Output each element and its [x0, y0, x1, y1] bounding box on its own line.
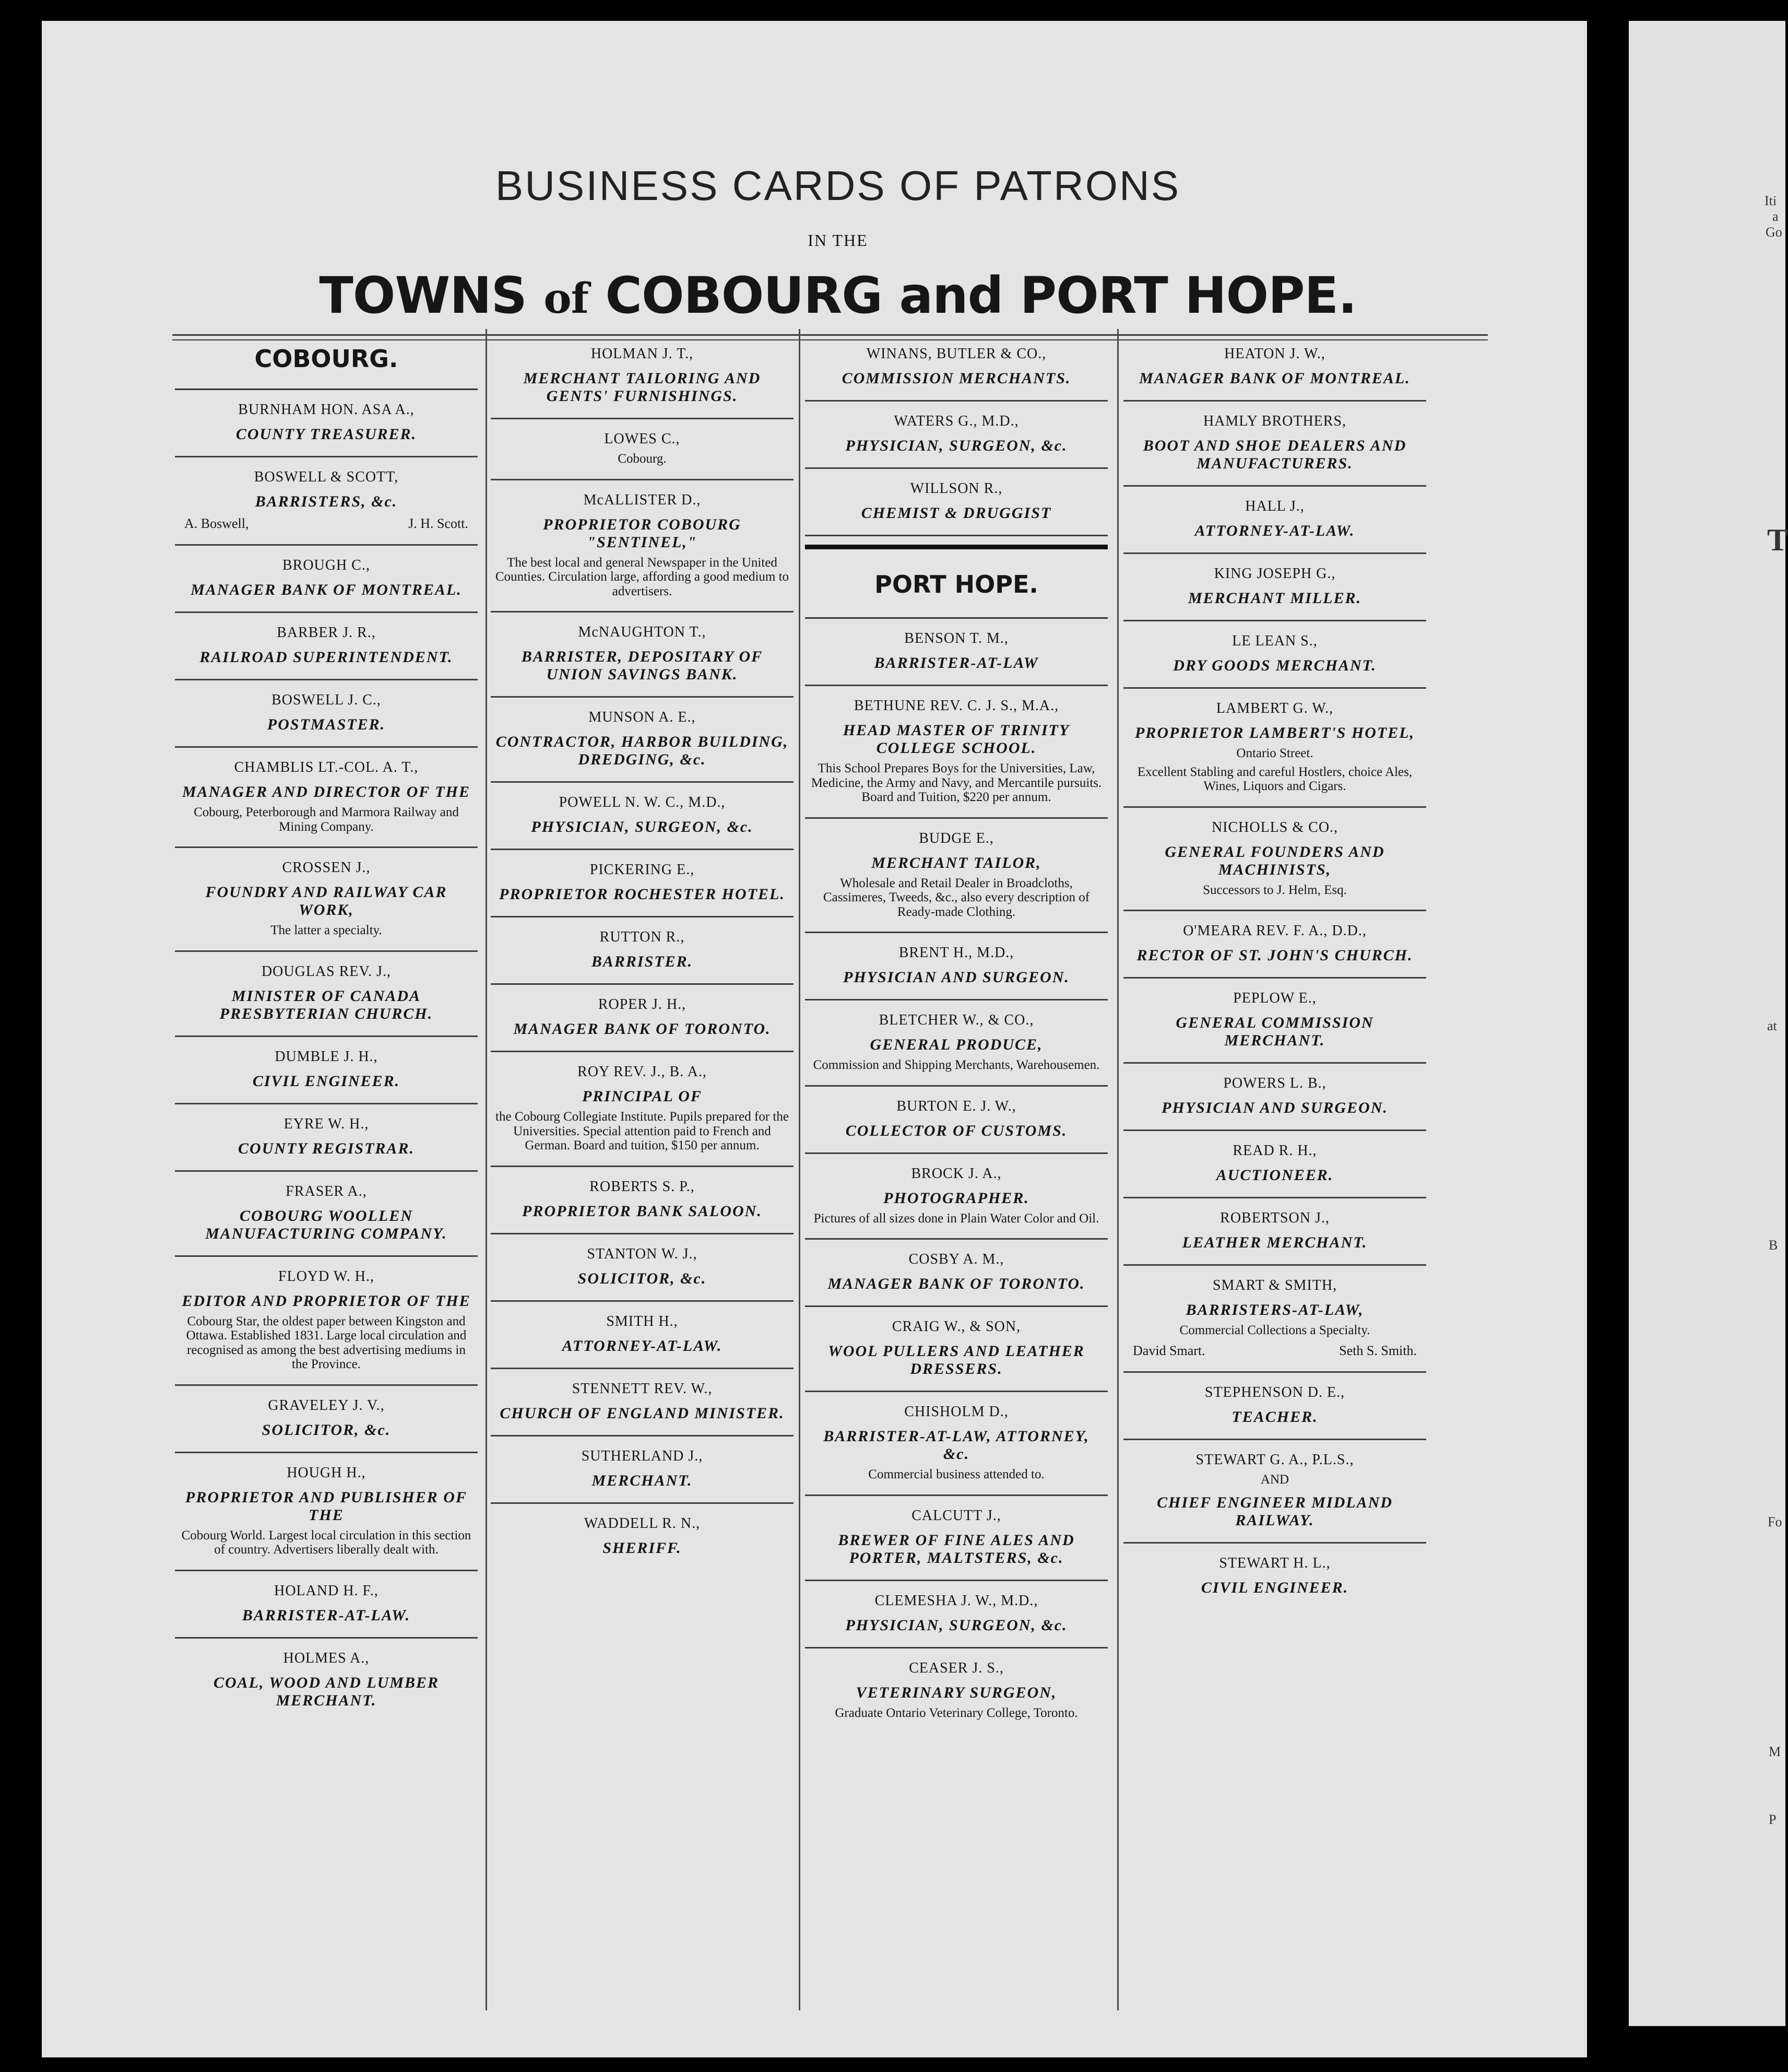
business-name: GRAVELEY J. V., [268, 1397, 385, 1414]
business-card [491, 1437, 794, 1504]
business-name: SMART & SMITH, [1212, 1277, 1337, 1293]
business-role: PROPRIETOR LAMBERT'S HOTEL, [1134, 724, 1415, 741]
business-card [175, 748, 478, 848]
business-role: PROPRIETOR COBOURG "SENTINEL," [543, 515, 741, 551]
business-role: BREWER OF FINE ALES AND PORTER, MALTSTERS, &c. [838, 1531, 1075, 1567]
business-name: COSBY A. M., [908, 1251, 1004, 1267]
bleed-text: M [1769, 1744, 1781, 1759]
business-note: Ontario Street. [1236, 746, 1313, 760]
partner-left: A. Boswell, [184, 516, 249, 531]
business-card [805, 1154, 1108, 1240]
partner-left: David Smart. [1133, 1343, 1205, 1358]
business-name: LAMBERT G. W., [1216, 700, 1334, 716]
business-name: CHAMBLIS LT.-COL. A. T., [234, 759, 419, 775]
business-card [491, 1369, 794, 1437]
business-role: BARRISTERS, &c. [255, 493, 398, 510]
business-role: POSTMASTER. [267, 716, 386, 733]
business-role: AUCTIONEER. [1216, 1167, 1334, 1184]
business-role: MERCHANT. [591, 1471, 693, 1489]
business-card [491, 1302, 794, 1369]
business-role: GENERAL FOUNDERS AND MACHINISTS, [1165, 843, 1385, 878]
business-card [1123, 979, 1426, 1064]
business-name: POWERS L. B., [1223, 1075, 1327, 1091]
business-name: SUTHERLAND J., [581, 1447, 703, 1464]
business-name: STEWART H. L., [1219, 1555, 1331, 1571]
business-role: HEAD MASTER OF TRINITY COLLEGE SCHOOL. [843, 722, 1070, 757]
bleed-text: at [1767, 1018, 1777, 1033]
business-card [805, 1392, 1108, 1496]
business-name: BURTON E. J. W., [896, 1098, 1016, 1114]
business-name: WILLSON R., [910, 480, 1003, 497]
business-card [1123, 1440, 1426, 1544]
business-card [805, 819, 1108, 934]
business-name: McNAUGHTON T., [578, 624, 706, 640]
business-name: HAMLY BROTHERS, [1203, 413, 1347, 429]
business-card [1123, 911, 1426, 979]
business-name: O'MEARA REV. F. A., D.D., [1183, 923, 1367, 939]
business-name: ROY REV. J., B. A., [577, 1064, 707, 1080]
business-card [1123, 487, 1426, 554]
business-name: BURNHAM HON. ASA A., [238, 402, 415, 418]
business-card [175, 390, 478, 457]
business-role: PHYSICIAN, SURGEON, &c. [845, 1616, 1068, 1634]
column-mixed [805, 334, 1108, 1733]
column-cobourg-2 [491, 334, 794, 1570]
business-note: Commission and Shipping Merchants, Warehousemen. [813, 1058, 1100, 1072]
business-card [1123, 1266, 1426, 1373]
business-name: WATERS G., M.D., [894, 413, 1019, 429]
business-name: HOLMAN J. T., [590, 346, 694, 362]
business-name: STANTON W. J., [587, 1245, 697, 1262]
business-role: COUNTY REGISTRAR. [238, 1139, 415, 1157]
bleed-text: P [1769, 1812, 1777, 1827]
business-name: HOLMES A., [283, 1650, 370, 1666]
business-role: PHYSICIAN, SURGEON, &c. [845, 437, 1068, 454]
business-card [805, 686, 1108, 819]
business-card [175, 1172, 478, 1257]
business-name: READ R. H., [1233, 1143, 1317, 1159]
business-role: FOUNDRY AND RAILWAY CAR WORK, [205, 884, 447, 919]
business-card [1123, 808, 1426, 912]
business-card [175, 613, 478, 680]
business-card [1123, 554, 1426, 621]
business-role: COUNTY TREASURER. [235, 426, 417, 443]
business-card [805, 1581, 1108, 1649]
business-card [175, 1037, 478, 1104]
business-note: Pictures of all sizes done in Plain Water Color and Oil. [813, 1211, 1099, 1226]
business-card [805, 469, 1108, 536]
business-role: BOOT AND SHOE DEALERS AND MANUFACTURERS. [1143, 437, 1407, 472]
business-role: SHERIFF. [602, 1539, 682, 1557]
business-role: CHURCH OF ENGLAND MINISTER. [500, 1404, 785, 1422]
business-card [805, 1649, 1108, 1733]
business-role: COAL, WOOD AND LUMBER MERCHANT. [213, 1674, 440, 1709]
business-name: WINANS, BUTLER & CO., [866, 346, 1047, 362]
business-role: PRINCIPAL OF [582, 1088, 702, 1105]
business-card [491, 850, 794, 917]
business-role: BARRISTERS-AT-LAW, [1186, 1301, 1364, 1318]
business-role: GENERAL PRODUCE, [870, 1036, 1043, 1053]
business-role: MANAGER BANK OF MONTREAL. [1139, 370, 1411, 387]
business-name: MUNSON A. E., [588, 709, 696, 725]
business-role: CIVIL ENGINEER. [252, 1072, 400, 1090]
business-role: ATTORNEY-AT-LAW. [1194, 522, 1355, 539]
business-card [491, 419, 794, 480]
business-card [175, 952, 478, 1037]
business-card [491, 480, 794, 613]
business-note: Graduate Ontario Veterinary College, Toronto. [835, 1705, 1078, 1720]
business-role: GENERAL COMMISSION MERCHANT. [1176, 1014, 1374, 1049]
business-name: FRASER A., [286, 1183, 367, 1199]
partner-right: Seth S. Smith. [1339, 1343, 1417, 1358]
partner-names [1128, 1343, 1422, 1359]
business-role: TEACHER. [1232, 1408, 1318, 1426]
business-role: WOOL PULLERS AND LEATHER DRESSERS. [828, 1343, 1085, 1378]
business-card [175, 457, 478, 546]
bleed-text: T [1767, 523, 1788, 557]
business-role: MINISTER OF CANADA PRESBYTERIAN CHURCH. [219, 987, 433, 1022]
towns-of: of [543, 274, 589, 323]
business-name: BOSWELL & SCOTT, [254, 469, 399, 485]
business-role: MANAGER AND DIRECTOR OF THE [182, 783, 470, 800]
business-name: DUMBLE J. H., [275, 1048, 378, 1065]
business-note: AND [1260, 1472, 1289, 1487]
business-role: CONTRACTOR, HARBOR BUILDING, DREDGING, &c. [495, 733, 789, 768]
business-note: Cobourg, Peterborough and Marmora Railway and Mining Company. [194, 805, 459, 834]
business-name: SMITH H., [606, 1313, 678, 1329]
business-name: DOUGLAS REV. J., [261, 963, 392, 980]
business-role: BARRISTER-AT-LAW, ATTORNEY, &c. [823, 1428, 1090, 1463]
business-card [805, 334, 1108, 402]
business-name: POWELL N. W. C., M.D., [559, 794, 726, 810]
business-role: BARRISTER. [591, 953, 693, 970]
business-card [175, 546, 478, 613]
business-card [805, 1307, 1108, 1392]
business-role: MERCHANT TAILORING AND GENTS' FURNISHINGS. [523, 370, 761, 405]
business-note: the Cobourg Collegiate Institute. Pupils prepared for the Universities. Special attention paid to French and German. Board and tuition, $150 per annum. [495, 1110, 789, 1152]
business-name: NICHOLLS & CO., [1211, 819, 1339, 835]
business-role: PROPRIETOR AND PUBLISHER OF THE [185, 1488, 467, 1524]
business-note: Excellent Stabling and careful Hostlers, choice Ales, Wines, Liquors and Cigars. [1137, 764, 1413, 793]
business-role: MERCHANT MILLER. [1188, 590, 1362, 607]
business-card [805, 1000, 1108, 1087]
bleed-text: Fo [1768, 1514, 1782, 1529]
business-name: CRAIG W., & SON, [892, 1318, 1021, 1335]
business-note: Commercial business attended to. [868, 1467, 1045, 1481]
business-card [491, 1234, 794, 1302]
business-role: CHIEF ENGINEER MIDLAND RAILWAY. [1157, 1494, 1393, 1529]
business-role: DRY GOODS MERCHANT. [1173, 657, 1377, 674]
business-card [491, 1167, 794, 1234]
business-name: BOSWELL J. C., [271, 692, 381, 708]
business-card [491, 334, 794, 419]
column-port-hope [1123, 334, 1426, 1609]
business-name: BRENT H., M.D., [898, 945, 1014, 961]
business-role: MERCHANT TAILOR, [871, 854, 1041, 872]
business-card [1123, 1064, 1426, 1131]
business-role: PHOTOGRAPHER. [883, 1189, 1029, 1207]
business-card [175, 1104, 478, 1172]
business-card [805, 933, 1108, 1000]
business-role: COBOURG WOOLLEN MANUFACTURING COMPANY. [205, 1207, 447, 1242]
adjacent-page [1629, 21, 1788, 2026]
business-name: ROPER J. H., [598, 996, 686, 1013]
business-name: BUDGE E., [919, 830, 994, 846]
business-role: MANAGER BANK OF TORONTO. [827, 1275, 1085, 1292]
business-name: ROBERTS S. P., [589, 1178, 695, 1195]
business-name: RUTTON R., [599, 929, 685, 945]
business-role: BARRISTER, DEPOSITARY OF UNION SAVINGS BANK. [521, 648, 763, 683]
business-role: SOLICITOR, &c. [262, 1421, 391, 1439]
towns-prefix: TOWNS [319, 266, 527, 325]
business-role: COLLECTOR OF CUSTOMS. [845, 1122, 1068, 1139]
business-name: CROSSEN J., [282, 860, 371, 876]
business-name: CALCUTT J., [911, 1507, 1001, 1524]
business-card [175, 1386, 478, 1453]
business-note: Cobourg World. Largest local circulation in this section of country. Advertisers liberally dealt with. [181, 1528, 471, 1557]
business-card [805, 1240, 1108, 1307]
business-note: Cobourg Star, the oldest paper between Kingston and Ottawa. Established 1831. Large local circulation and recognised as among the best advertising mediums in the Province. [186, 1314, 467, 1371]
business-card [175, 1639, 478, 1722]
business-role: ATTORNEY-AT-LAW. [562, 1337, 723, 1355]
business-card [1123, 334, 1426, 402]
business-role: BARRISTER-AT-LAW [874, 654, 1039, 672]
business-card [1123, 689, 1426, 808]
business-role: RAILROAD SUPERINTENDENT. [199, 649, 453, 666]
newspaper-page [42, 21, 1587, 2057]
business-card [1123, 402, 1426, 487]
business-card [175, 848, 478, 952]
business-card [1123, 1198, 1426, 1266]
business-role: MANAGER BANK OF TORONTO. [513, 1020, 771, 1038]
business-role: PROPRIETOR ROCHESTER HOTEL. [499, 886, 785, 903]
business-name: WADDELL R. N., [584, 1515, 701, 1532]
business-role: EDITOR AND PROPRIETOR OF THE [182, 1292, 471, 1310]
business-role: PHYSICIAN AND SURGEON. [843, 969, 1070, 986]
business-role: SOLICITOR, &c. [577, 1269, 707, 1287]
business-card [805, 402, 1108, 469]
business-note: Commercial Collections a Specialty. [1179, 1323, 1370, 1337]
business-card [491, 698, 794, 783]
business-name: BLETCHER W., & CO., [879, 1012, 1034, 1028]
business-role: RECTOR OF ST. JOHN'S CHURCH. [1136, 947, 1413, 964]
business-name: KING JOSEPH G., [1214, 566, 1336, 582]
business-card [175, 1453, 478, 1571]
business-name: CEASER J. S., [909, 1659, 1004, 1676]
business-name: BROUGH C., [282, 557, 370, 573]
business-name: STEPHENSON D. E., [1204, 1384, 1345, 1400]
business-role: PROPRIETOR BANK SALOON. [522, 1202, 762, 1220]
towns-rest: COBOURG and PORT HOPE. [605, 266, 1357, 325]
business-name: HEATON J. W., [1224, 346, 1325, 362]
column-divider [799, 329, 800, 2010]
business-name: CLEMESHA J. W., M.D., [874, 1592, 1038, 1609]
business-note: This School Prepares Boys for the Universities, Law, Medicine, the Army and Navy, and Mercantile pursuits. Board and Tuition, $220 per annum. [811, 761, 1102, 804]
business-role: PHYSICIAN, SURGEON, &c. [531, 818, 753, 835]
business-name: FLOYD W. H., [278, 1268, 374, 1285]
column-cobourg-1 [175, 334, 478, 1722]
business-note: The latter a specialty. [270, 923, 382, 937]
business-card [491, 613, 794, 698]
business-card [491, 1504, 794, 1570]
partner-right: J. H. Scott. [408, 516, 468, 531]
business-name: EYRE W. H., [283, 1115, 369, 1132]
business-name: PEPLOW E., [1233, 990, 1317, 1006]
business-card [491, 985, 794, 1052]
business-card [1123, 1131, 1426, 1198]
column-divider [1117, 329, 1119, 2010]
business-card [805, 1087, 1108, 1154]
town-heading-port-hope: PORT HOPE. [805, 545, 1108, 619]
bleed-text: B [1769, 1238, 1778, 1253]
business-name: HALL J., [1245, 498, 1305, 514]
bleed-text: a [1772, 209, 1779, 224]
business-card [491, 783, 794, 850]
business-card [805, 1496, 1108, 1581]
business-card [175, 1257, 478, 1386]
business-role: LEATHER MERCHANT. [1182, 1234, 1368, 1251]
towns-heading [42, 266, 1634, 325]
business-name: BENSON T. M., [904, 630, 1009, 646]
business-note: Wholesale and Retail Dealer in Broadcloths, Cassimeres, Tweeds, &c., also every description of Ready-made Clothing. [823, 876, 1090, 919]
town-heading-cobourg: COBOURG. [175, 334, 478, 390]
business-role: CHEMIST & DRUGGIST [861, 504, 1052, 522]
column-divider [486, 329, 487, 2010]
business-role: VETERINARY SURGEON, [856, 1684, 1057, 1701]
business-name: STENNETT REV. W., [572, 1380, 713, 1397]
business-role: PHYSICIAN AND SURGEON. [1162, 1099, 1388, 1116]
business-note: Successors to J. Helm, Esq. [1203, 882, 1347, 897]
business-note: The best local and general Newspaper in the United Counties. Circulation large, affording a good medium to advertisers. [495, 555, 789, 598]
business-name: LE LEAN S., [1232, 633, 1318, 649]
business-name: HOLAND H. F., [274, 1582, 378, 1599]
business-role: COMMISSION MERCHANTS. [842, 370, 1071, 387]
business-role: MANAGER BANK OF MONTREAL. [191, 581, 462, 598]
business-name: BETHUNE REV. C. J. S., M.A., [854, 698, 1059, 714]
business-note: Cobourg. [618, 452, 667, 466]
business-card [175, 680, 478, 748]
business-name: LOWES C., [604, 431, 680, 447]
business-card [805, 619, 1108, 686]
business-role: CIVIL ENGINEER. [1201, 1579, 1349, 1596]
business-card [491, 917, 794, 985]
business-card [1123, 1373, 1426, 1440]
business-name: BARBER J. R., [277, 625, 376, 641]
page-title: BUSINESS CARDS OF PATRONS [495, 162, 1181, 209]
business-name: ROBERTSON J., [1220, 1210, 1330, 1226]
business-card [175, 1571, 478, 1639]
business-name: STEWART G. A., P.L.S., [1195, 1451, 1354, 1468]
bleed-text: Iti [1765, 193, 1777, 208]
business-name: BROCK J. A., [911, 1165, 1002, 1182]
business-card [1123, 621, 1426, 689]
business-name: CHISHOLM D., [904, 1404, 1009, 1420]
business-card [491, 1052, 794, 1167]
bleed-text: Go [1766, 225, 1782, 240]
business-name: McALLISTER D., [583, 491, 701, 508]
partner-names [179, 516, 473, 532]
business-name: PICKERING E., [589, 862, 695, 878]
page-subtitle: IN THE [808, 231, 868, 250]
business-name: HOUGH H., [287, 1464, 366, 1481]
business-role: BARRISTER-AT-LAW. [242, 1606, 411, 1624]
business-card [1123, 1544, 1426, 1609]
